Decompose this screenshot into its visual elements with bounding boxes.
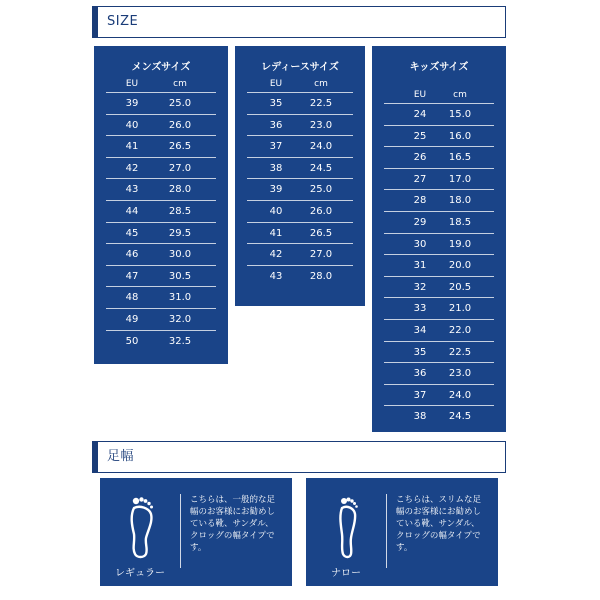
cm-size-cell: 24.0: [309, 141, 333, 153]
eu-size-cell: 38: [413, 411, 427, 423]
eu-size-cell: 37: [269, 141, 283, 153]
size-row: [384, 103, 494, 125]
kids-eu-header: EU: [413, 90, 427, 100]
cm-size-cell: 23.0: [309, 119, 333, 131]
size-row: [384, 405, 494, 427]
mens-eu-header: EU: [125, 79, 139, 89]
cm-size-cell: 18.5: [448, 217, 472, 228]
kids-cm-header: cm: [453, 90, 467, 100]
size-row: [384, 168, 494, 190]
cm-size-cell: 26.0: [168, 119, 192, 131]
size-row: [106, 157, 216, 179]
regular-desc-line: クロッグの幅タイプです。: [190, 531, 275, 553]
cm-size-cell: 31.0: [168, 292, 192, 304]
cm-size-cell: 20.0: [448, 260, 472, 272]
size-row: [247, 243, 353, 265]
regular-label: レギュラー: [115, 568, 165, 579]
size-row: [106, 330, 216, 352]
eu-size-cell: 39: [269, 184, 283, 196]
ladies-eu-header: EU: [269, 79, 283, 89]
eu-size-cell: 41: [269, 227, 283, 239]
narrow-desc-line: 幅のお客様にお勧めし: [396, 507, 482, 517]
size-row: [384, 233, 494, 255]
cm-size-cell: 25.0: [309, 184, 333, 196]
eu-size-cell: 48: [125, 292, 139, 304]
size-row: [247, 178, 353, 200]
size-row: [384, 189, 494, 211]
cm-size-cell: 22.5: [309, 98, 333, 109]
cm-size-cell: 26.5: [168, 141, 192, 153]
size-row: [247, 157, 353, 179]
size-row: [106, 92, 216, 114]
size-row: [384, 341, 494, 363]
ladies-cm-header: cm: [314, 79, 328, 89]
eu-size-cell: 44: [125, 206, 139, 217]
size-row: [106, 135, 216, 157]
regular-desc-line: こちらは、一般的な足: [190, 495, 276, 505]
cm-size-cell: 22.5: [448, 346, 472, 358]
size-row: [384, 146, 494, 168]
eu-size-cell: 26: [413, 152, 427, 164]
size-row: [247, 92, 353, 114]
cm-size-cell: 21.0: [448, 303, 472, 315]
cm-size-cell: 24.5: [309, 162, 333, 174]
cm-size-cell: 26.5: [309, 227, 333, 239]
size-section-header: [92, 6, 506, 38]
cm-size-cell: 16.5: [448, 152, 472, 164]
size-row: [384, 211, 494, 233]
size-row: [247, 200, 353, 222]
size-row: [247, 135, 353, 157]
wide-foot-icon: [128, 494, 156, 564]
eu-size-cell: 42: [269, 249, 283, 261]
cm-size-cell: 24.5: [448, 411, 472, 423]
cm-size-cell: 28.5: [168, 206, 192, 217]
cm-size-cell: 19.0: [448, 238, 472, 250]
eu-size-cell: 36: [413, 368, 427, 380]
narrow-desc-line: ている靴、サンダル、: [396, 519, 480, 529]
narrow-description: [396, 494, 494, 554]
size-row: [106, 114, 216, 136]
size-row: [247, 265, 353, 287]
size-row: [247, 222, 353, 244]
kids-size-title: キッズサイズ: [409, 62, 469, 73]
narrow-label: ナロー: [331, 568, 361, 579]
size-row: [106, 286, 216, 308]
cm-size-cell: 20.5: [448, 281, 472, 293]
width-section-header: [92, 441, 506, 473]
size-row: [384, 297, 494, 319]
eu-size-cell: 38: [269, 162, 283, 174]
eu-size-cell: 41: [125, 141, 139, 153]
size-row: [384, 276, 494, 298]
eu-size-cell: 35: [269, 98, 283, 109]
size-row: [106, 178, 216, 200]
cm-size-cell: 18.0: [448, 195, 472, 207]
size-row: [384, 254, 494, 276]
size-section-title: SIZE: [107, 14, 139, 29]
ladies-size-title: レディースサイズ: [261, 62, 339, 73]
cm-size-cell: 16.0: [448, 130, 472, 142]
width-section-title: 足幅: [107, 449, 135, 464]
eu-size-cell: 24: [413, 109, 427, 120]
cm-size-cell: 28.0: [309, 270, 333, 282]
cm-size-cell: 23.0: [448, 368, 472, 380]
eu-size-cell: 29: [413, 217, 427, 228]
size-row: [106, 200, 216, 222]
ladies-size-table: [235, 46, 365, 306]
eu-size-cell: 35: [413, 346, 427, 358]
cm-size-cell: 24.0: [448, 389, 472, 401]
cm-size-cell: 32.0: [168, 314, 192, 325]
cm-size-cell: 27.0: [168, 162, 192, 174]
eu-size-cell: 46: [125, 249, 139, 261]
regular-desc-line: 幅のお客様にお勧めし: [190, 507, 276, 517]
size-row: [247, 114, 353, 136]
cm-size-cell: 15.0: [448, 109, 472, 120]
narrow-desc-line: クロッグの幅タイプです。: [396, 531, 481, 553]
regular-width-card: [100, 478, 292, 586]
cm-size-cell: 28.0: [168, 184, 192, 196]
eu-size-cell: 42: [125, 162, 139, 174]
eu-size-cell: 34: [413, 325, 427, 336]
cm-size-cell: 26.0: [309, 206, 333, 217]
cm-size-cell: 25.0: [168, 98, 192, 109]
eu-size-cell: 27: [413, 173, 427, 185]
size-row: [384, 319, 494, 341]
eu-size-cell: 37: [413, 389, 427, 401]
eu-size-cell: 49: [125, 314, 139, 325]
regular-desc-line: ている靴、サンダル、: [190, 519, 274, 529]
cm-size-cell: 17.0: [448, 173, 472, 185]
size-row: [384, 384, 494, 406]
eu-size-cell: 28: [413, 195, 427, 207]
eu-size-cell: 47: [125, 270, 139, 282]
kids-size-table: [372, 46, 506, 432]
narrow-width-card: [306, 478, 498, 586]
cm-size-cell: 27.0: [309, 249, 333, 261]
eu-size-cell: 31: [413, 260, 427, 272]
header-accent-bar: [93, 442, 98, 472]
eu-size-cell: 43: [125, 184, 139, 196]
mens-size-table: [94, 46, 228, 364]
eu-size-cell: 40: [269, 206, 283, 217]
eu-size-cell: 25: [413, 130, 427, 142]
size-row: [106, 265, 216, 287]
cm-size-cell: 30.5: [168, 270, 192, 282]
eu-size-cell: 45: [125, 227, 139, 239]
regular-description: [190, 494, 288, 554]
header-accent-bar: [93, 7, 98, 37]
eu-size-cell: 36: [269, 119, 283, 131]
eu-size-cell: 32: [413, 281, 427, 293]
eu-size-cell: 50: [125, 335, 139, 347]
mens-size-title: メンズサイズ: [131, 62, 191, 73]
eu-size-cell: 33: [413, 303, 427, 315]
eu-size-cell: 40: [125, 119, 139, 131]
narrow-desc-line: こちらは、スリムな足: [396, 495, 482, 505]
size-row: [106, 222, 216, 244]
size-row: [106, 243, 216, 265]
eu-size-cell: 30: [413, 238, 427, 250]
eu-size-cell: 43: [269, 270, 283, 282]
card-divider: [386, 494, 387, 568]
cm-size-cell: 29.5: [168, 227, 192, 239]
narrow-foot-icon: [334, 494, 362, 564]
size-row: [384, 362, 494, 384]
cm-size-cell: 22.0: [448, 325, 472, 336]
cm-size-cell: 32.5: [168, 335, 192, 347]
card-divider: [180, 494, 181, 568]
mens-cm-header: cm: [173, 79, 187, 89]
size-row: [106, 308, 216, 330]
eu-size-cell: 39: [125, 98, 139, 109]
cm-size-cell: 30.0: [168, 249, 192, 261]
size-row: [384, 125, 494, 147]
